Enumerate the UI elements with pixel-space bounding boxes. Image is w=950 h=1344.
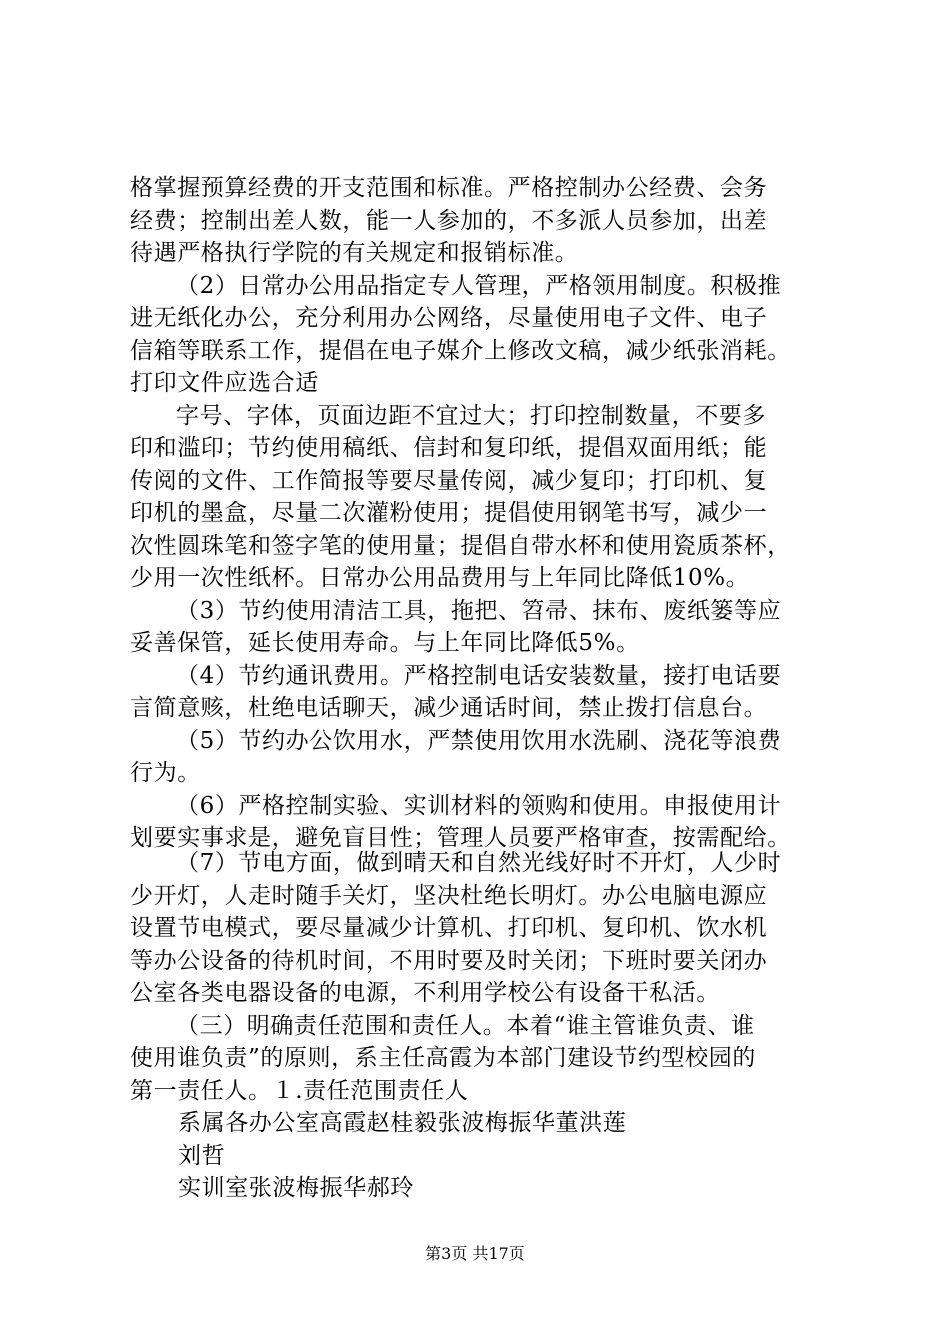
body-text-lower (130, 847, 846, 1205)
paragraph-start: 字号、字体，页面边距不宜过大；打印控制数量，不要多 (176, 402, 766, 429)
responsibility-row: 系属各办公室高霞赵桂毅张波梅振华董洪莲 (178, 1110, 627, 1136)
text-line: 使用谁负责”的原则，系主任高霞为本部门建设节约型校园的 (130, 1045, 756, 1071)
text-line: 妥善保管，延长使用寿命。与上年同比降低5%。 (130, 630, 640, 656)
body-text-upper (130, 172, 846, 855)
text-line: 经费；控制出差人数，能一人参加的，不多派人员参加，出差 (130, 207, 768, 234)
text-line: 印机的墨盒，尽量二次灌粉使用；提倡使用钢笔书写，减少一 (130, 500, 768, 526)
text-line: 打印文件应选合适 (130, 370, 319, 396)
page-number-footer: 第3页 共17页 (425, 1244, 525, 1263)
paragraph-start: （7）节电方面，做到晴天和自然光线好时不开灯，人少时 (176, 850, 782, 876)
responsibility-row: 实训室张波梅振华郝玲 (178, 1175, 414, 1201)
text-line: 言简意赅，杜绝电话聊天，减少通话时间，禁止拨打信息台。 (130, 695, 768, 721)
responsibility-row: 刘哲 (178, 1142, 226, 1169)
text-line: 待遇严格执行学院的有关规定和报销标准。 (130, 240, 579, 266)
paragraph-start: （三）明确责任范围和责任人。本着“谁主管谁负责、谁 (176, 1012, 755, 1039)
paragraph-start: （2）日常办公用品指定专人管理，严格领用制度。积极推 (176, 272, 782, 299)
text-line: 划要实事求是，避免盲目性；管理人员要严格审查，按需配给。 (130, 825, 791, 851)
text-line: 少开灯，人走时随手关灯，坚决杜绝长明灯。办公电脑电源应 (130, 882, 768, 909)
text-line: 等办公设备的待机时间，不用时要及时关闭；下班时要关闭办 (130, 947, 768, 974)
paragraph-start: （4）节约通讯费用。严格控制电话安装数量，接打电话要 (176, 662, 782, 689)
text-line: 少用一次性纸杯。日常办公用品费用与上年同比降低10%。 (130, 565, 750, 591)
text-line: 信箱等联系工作，提倡在电子媒介上修改文稿，减少纸张消耗。 (130, 337, 791, 364)
text-line: 行为。 (130, 760, 201, 786)
paragraph-start: （6）严格控制实验、实训材料的领购和使用。申报使用计 (176, 792, 782, 819)
paragraph-start: （5）节约办公饮用水，严禁使用饮用水洗刷、浇花等浪费 (176, 727, 782, 754)
text-line: 公室各类电器设备的电源，不利用学校公有设备干私活。 (130, 980, 720, 1006)
text-line: 第一责任人。１.责任范围责任人 (130, 1077, 469, 1104)
text-line: 进无纸化办公，充分利用办公网络，尽量使用电子文件、电子 (130, 305, 768, 331)
text-line: 印和滥印；节约使用稿纸、信封和复印纸，提倡双面用纸；能 (130, 435, 768, 461)
text-line: 次性圆珠笔和签字笔的使用量；提倡自带水杯和使用瓷质茶杯， (130, 532, 791, 559)
text-line: 传阅的文件、工作简报等要尽量传阅，减少复印；打印机、复 (130, 467, 768, 494)
text-line: 设置节电模式，要尽量减少计算机、打印机、复印机、饮水机 (130, 915, 768, 941)
paragraph-start: （3）节约使用清洁工具，拖把、笤帚、抹布、废纸篓等应 (176, 597, 782, 624)
text-line: 格掌握预算经费的开支范围和标准。严格控制办公经费、会务 (130, 175, 768, 201)
